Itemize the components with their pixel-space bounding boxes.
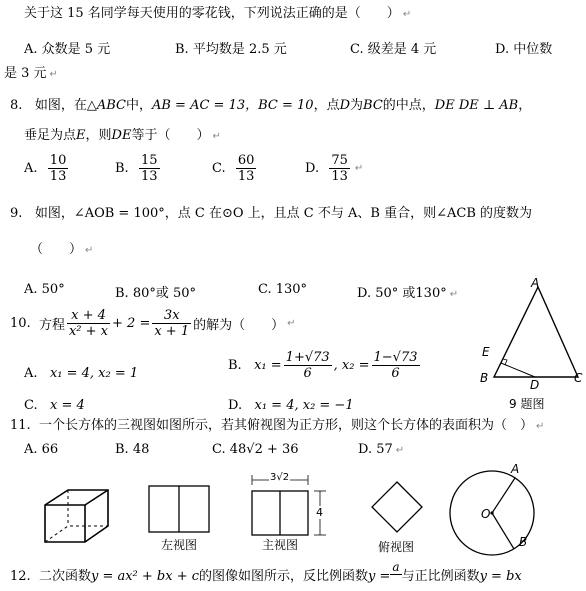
main-view-caption: 主视图	[262, 538, 299, 552]
q7-option-a: A. 众数是 5 元	[24, 42, 111, 57]
circle-label-o: O	[481, 507, 491, 521]
main-view-dim-side: 4	[316, 506, 323, 519]
figure-top-view	[370, 480, 426, 536]
q11-option-c: C. 48√2 + 36	[212, 442, 299, 457]
left-view-caption: 左视图	[161, 538, 198, 552]
figure-cube	[40, 486, 114, 560]
fig9-label-a: A	[531, 276, 540, 290]
figure-left-view	[148, 485, 212, 535]
q9-stem: 9. 如图，∠AOB = 100°，点 C 在⊙O 上，且点 C 不与 A、B 重合，则∠ACB 的度数为	[10, 206, 532, 221]
figure-main-view	[246, 472, 336, 538]
q9-option-b: B. 80°或 50°	[115, 286, 197, 301]
main-view-dim-top: 3√2	[270, 472, 290, 483]
q8-stem: 8. 如图，在△ABC中，AB = AC = 13，BC = 10，点D为BC的中点，DE DE ⊥ AB，	[10, 98, 532, 113]
q9-paren: （ ） ↵	[30, 242, 94, 257]
q11-stem: 11. 一个长方体的三视图如图所示，若其俯视图为正方形，则这个长方体的表面积为（ ） ↵	[10, 418, 545, 433]
q11-option-b: B. 48	[115, 442, 150, 457]
top-view-caption: 俯视图	[378, 540, 415, 554]
q8-option-d: D. $\frac{75}{13}$ ↵	[305, 153, 364, 184]
q8-stem-line2: 垂足为点E，则DE等于（ ） ↵	[24, 128, 221, 143]
q8-option-b: B. $\frac{15}{13}$	[115, 153, 158, 184]
q10-option-b: B. x₁ = $\frac{1+√73}{6}$ , x₂ = $\frac{1-√73}{6}$	[228, 350, 418, 381]
fig9-label-d: D	[530, 378, 540, 392]
q10-stem: 10. 方程 $\frac{x + 4}{\text{x² + x}}$ + 2 = $\frac{3x}{x + 1}$ 的解为（ ） ↵	[10, 308, 296, 339]
q10-option-d: D. x₁ = 4, x₂ = −1	[228, 398, 354, 413]
q8-option-a: A. $\frac{10}{13}$	[24, 153, 67, 184]
q7-option-b: B. 平均数是 2.5 元	[175, 42, 287, 57]
circle-label-a: A	[511, 462, 520, 476]
q10-option-a: A. x₁ = 4, x₂ = 1	[24, 366, 139, 381]
fig9-label-b: B	[480, 371, 489, 385]
q7-option-d-cont: 是 3 元 ↵	[4, 66, 58, 81]
q7-option-c: C. 级差是 4 元	[350, 42, 437, 57]
circle-label-b: B	[519, 535, 528, 549]
q9-option-a: A. 50°	[24, 282, 65, 297]
q10-option-c: C. x = 4	[24, 398, 85, 413]
q7-stem: 关于这 15 名同学每天使用的零花钱，下列说法正确的是（ ） ↵	[24, 6, 412, 21]
q12-stem: 12. 二次函数y = ax² + bx + c的图像如图所示，反比例函数y =a与正比例函数y = bx	[10, 560, 522, 584]
q8-option-c: C. $\frac{60}{13}$	[212, 153, 255, 184]
fig9-caption: 9 题图	[509, 397, 545, 411]
q7-option-d: D. 中位数	[495, 42, 553, 57]
fig9-label-c: C	[574, 371, 583, 385]
q11-option-d: D. 57 ↵	[358, 442, 405, 457]
q9-option-d: D. 50° 或130° ↵	[357, 286, 459, 301]
fig9-label-e: E	[482, 345, 490, 359]
q11-option-a: A. 66	[24, 442, 59, 457]
q9-option-c: C. 130°	[258, 282, 308, 297]
